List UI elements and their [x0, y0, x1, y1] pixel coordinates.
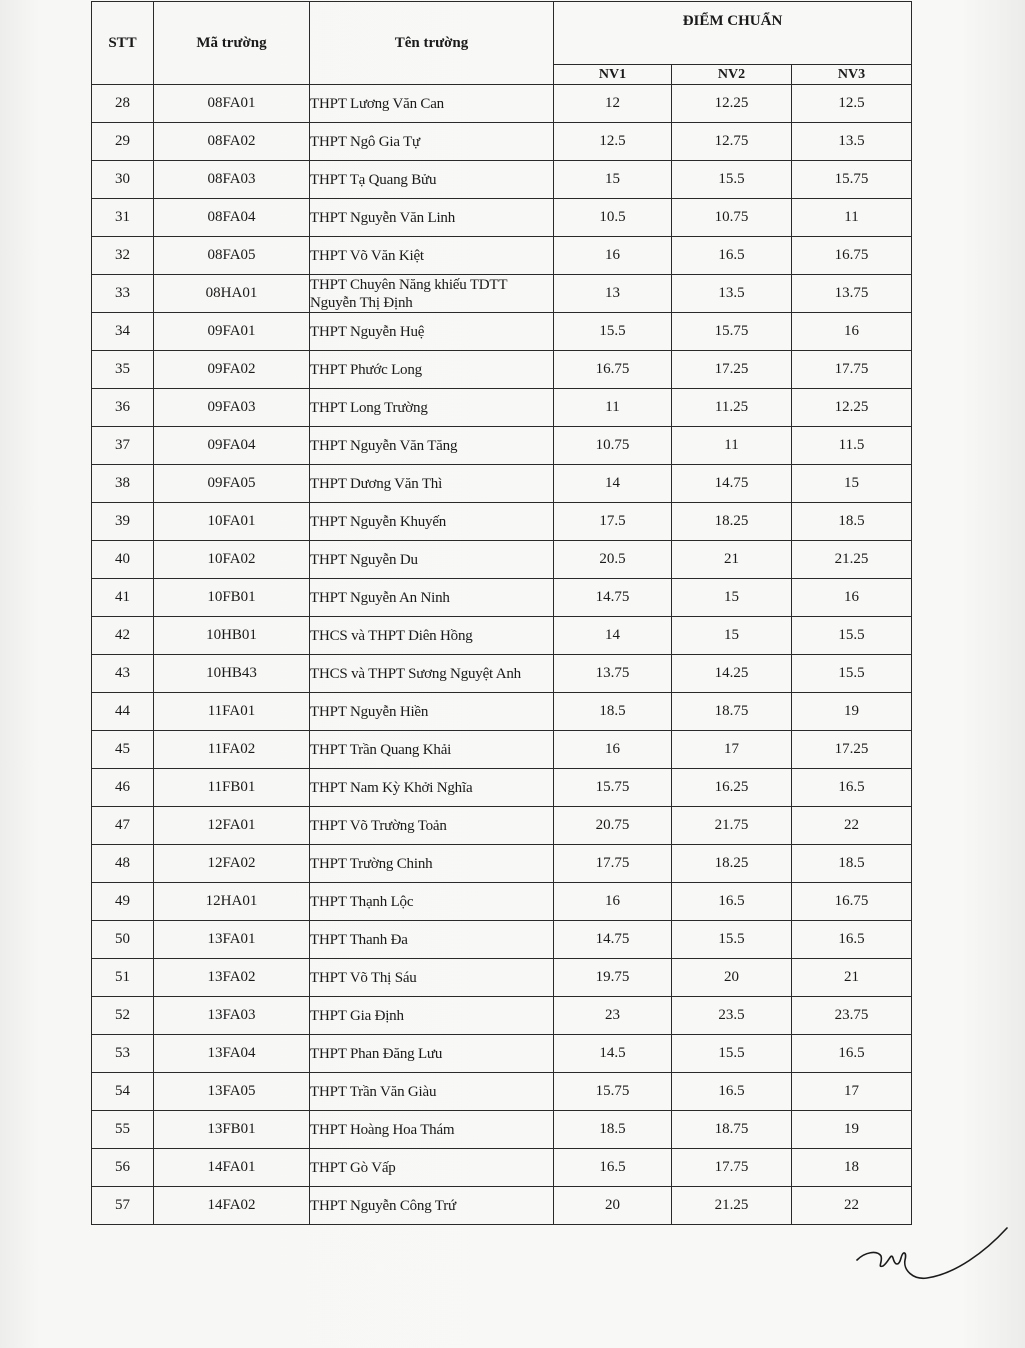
cell-nv3: 17.75: [792, 351, 912, 389]
cell-ten-truong: THPT Nguyễn Du: [310, 541, 554, 579]
cell-ten-truong: THPT Nguyễn Huệ: [310, 313, 554, 351]
cell-nv3: 16: [792, 313, 912, 351]
table-body: [92, 85, 912, 1225]
cell-nv2: 23.5: [672, 997, 792, 1035]
cell-ma-truong: 08FA05: [154, 237, 310, 275]
cell-nv2: 17: [672, 731, 792, 769]
cell-stt: 35: [92, 351, 154, 389]
cell-nv2: 15.5: [672, 921, 792, 959]
cell-stt: 44: [92, 693, 154, 731]
cell-nv2: 18.25: [672, 845, 792, 883]
cell-ten-truong: THPT Tạ Quang Bửu: [310, 161, 554, 199]
cell-ten-truong: THPT Lương Văn Can: [310, 85, 554, 123]
cell-nv2: 21.75: [672, 807, 792, 845]
cell-nv3: 16: [792, 579, 912, 617]
diem-chuan-label: ĐIỂM CHUẨN: [682, 12, 783, 29]
cell-ten-truong: THPT Dương Văn Thì: [310, 465, 554, 503]
cell-nv2: 16.5: [672, 883, 792, 921]
table-row: [92, 1187, 912, 1225]
col-header-nv1: NV1: [554, 65, 672, 85]
cell-nv1: 18.5: [554, 1111, 672, 1149]
cell-ma-truong: 13FA01: [154, 921, 310, 959]
cell-nv3: 17.25: [792, 731, 912, 769]
cell-nv1: 20.75: [554, 807, 672, 845]
cell-ten-truong: THPT Trần Văn Giàu: [310, 1073, 554, 1111]
cell-nv3: 15.5: [792, 655, 912, 693]
cell-ma-truong: 09FA05: [154, 465, 310, 503]
table-row: [92, 769, 912, 807]
cell-ma-truong: 08FA03: [154, 161, 310, 199]
cell-stt: 52: [92, 997, 154, 1035]
cell-stt: 40: [92, 541, 154, 579]
cell-ten-truong: THCS và THPT Sương Nguyệt Anh: [310, 655, 554, 693]
cell-ten-truong: THPT Thạnh Lộc: [310, 883, 554, 921]
col-header-nv2: NV2: [672, 65, 792, 85]
table-row: [92, 85, 912, 123]
cell-ten-truong: THPT Chuyên Năng khiếu TDTT Nguyễn Thị Định: [310, 275, 554, 313]
cell-stt: 32: [92, 237, 154, 275]
cell-nv2: 11.25: [672, 389, 792, 427]
col-header-nv3: NV3: [792, 65, 912, 85]
table-row: [92, 237, 912, 275]
cell-ten-truong: THPT Võ Văn Kiệt: [310, 237, 554, 275]
table-row: [92, 389, 912, 427]
cell-nv3: 17: [792, 1073, 912, 1111]
cell-ten-truong: THPT Võ Trường Toản: [310, 807, 554, 845]
cell-ten-truong: THCS và THPT Diên Hồng: [310, 617, 554, 655]
cell-ma-truong: 10FB01: [154, 579, 310, 617]
cell-nv2: 17.75: [672, 1149, 792, 1187]
cell-ten-truong: THPT Nam Kỳ Khởi Nghĩa: [310, 769, 554, 807]
cell-ma-truong: 08HA01: [154, 275, 310, 313]
cell-nv2: 14.75: [672, 465, 792, 503]
cell-ten-truong: THPT Thanh Đa: [310, 921, 554, 959]
cell-stt: 48: [92, 845, 154, 883]
table-row: [92, 503, 912, 541]
cell-nv1: 12.5: [554, 123, 672, 161]
cell-stt: 39: [92, 503, 154, 541]
table-row: [92, 731, 912, 769]
table-row: [92, 997, 912, 1035]
table-row: [92, 541, 912, 579]
cell-nv3: 18.5: [792, 845, 912, 883]
col-header-ma-truong: Mã trường: [154, 2, 310, 85]
cell-stt: 36: [92, 389, 154, 427]
cell-stt: 55: [92, 1111, 154, 1149]
cell-nv1: 14: [554, 465, 672, 503]
cell-ten-truong: THPT Gia Định: [310, 997, 554, 1035]
cell-nv1: 13: [554, 275, 672, 313]
cell-ma-truong: 12HA01: [154, 883, 310, 921]
cell-ma-truong: 13FB01: [154, 1111, 310, 1149]
cell-nv3: 13.5: [792, 123, 912, 161]
cell-ma-truong: 10FA01: [154, 503, 310, 541]
cell-stt: 54: [92, 1073, 154, 1111]
cell-stt: 45: [92, 731, 154, 769]
cell-nv2: 18.75: [672, 1111, 792, 1149]
cell-nv1: 14.5: [554, 1035, 672, 1073]
cell-nv1: 16.75: [554, 351, 672, 389]
cell-ma-truong: 12FA01: [154, 807, 310, 845]
cell-ma-truong: 08FA04: [154, 199, 310, 237]
cell-nv1: 15.5: [554, 313, 672, 351]
table-row: [92, 123, 912, 161]
cell-ma-truong: 09FA03: [154, 389, 310, 427]
cell-ma-truong: 10FA02: [154, 541, 310, 579]
cell-nv3: 11.5: [792, 427, 912, 465]
cell-ma-truong: 12FA02: [154, 845, 310, 883]
cell-nv2: 15: [672, 579, 792, 617]
admission-score-table: [91, 1, 912, 1225]
cell-nv3: 12.25: [792, 389, 912, 427]
cell-stt: 28: [92, 85, 154, 123]
cell-nv3: 12.5: [792, 85, 912, 123]
cell-nv3: 21.25: [792, 541, 912, 579]
cell-nv3: 15: [792, 465, 912, 503]
cell-stt: 29: [92, 123, 154, 161]
cell-stt: 50: [92, 921, 154, 959]
cell-stt: 30: [92, 161, 154, 199]
cell-ten-truong: THPT Nguyễn An Ninh: [310, 579, 554, 617]
cell-nv2: 11: [672, 427, 792, 465]
cell-nv3: 16.75: [792, 883, 912, 921]
cell-ma-truong: 10HB43: [154, 655, 310, 693]
cell-nv1: 13.75: [554, 655, 672, 693]
table-row: [92, 427, 912, 465]
cell-stt: 46: [92, 769, 154, 807]
cell-ma-truong: 13FA05: [154, 1073, 310, 1111]
cell-nv3: 11: [792, 199, 912, 237]
cell-nv1: 16: [554, 237, 672, 275]
cell-ma-truong: 13FA04: [154, 1035, 310, 1073]
cell-nv3: 19: [792, 1111, 912, 1149]
cell-nv1: 10.5: [554, 199, 672, 237]
cell-nv1: 15: [554, 161, 672, 199]
table-row: [92, 921, 912, 959]
cell-nv3: 15.75: [792, 161, 912, 199]
cell-nv1: 15.75: [554, 1073, 672, 1111]
cell-nv3: 19: [792, 693, 912, 731]
cell-nv1: 20.5: [554, 541, 672, 579]
cell-nv2: 12.25: [672, 85, 792, 123]
cell-stt: 47: [92, 807, 154, 845]
cell-nv3: 23.75: [792, 997, 912, 1035]
cell-ma-truong: 13FA03: [154, 997, 310, 1035]
cell-nv2: 21.25: [672, 1187, 792, 1225]
cell-nv3: 15.5: [792, 617, 912, 655]
cell-ten-truong: THPT Nguyễn Hiền: [310, 693, 554, 731]
cell-ten-truong: THPT Gò Vấp: [310, 1149, 554, 1187]
cell-nv3: 16.75: [792, 237, 912, 275]
cell-ten-truong: THPT Trần Quang Khải: [310, 731, 554, 769]
table-row: [92, 617, 912, 655]
cell-nv1: 12: [554, 85, 672, 123]
signature-mark: [855, 1222, 1015, 1292]
cell-ma-truong: 14FA02: [154, 1187, 310, 1225]
cell-nv2: 12.75: [672, 123, 792, 161]
cell-nv2: 14.25: [672, 655, 792, 693]
table-row: [92, 959, 912, 997]
cell-nv2: 15.5: [672, 161, 792, 199]
cell-nv1: 14.75: [554, 921, 672, 959]
cell-nv3: 16.5: [792, 921, 912, 959]
cell-nv2: 15.75: [672, 313, 792, 351]
cell-ten-truong: THPT Phước Long: [310, 351, 554, 389]
cell-nv2: 18.25: [672, 503, 792, 541]
cell-nv2: 16.25: [672, 769, 792, 807]
cell-stt: 49: [92, 883, 154, 921]
table-row: [92, 1073, 912, 1111]
cell-nv1: 10.75: [554, 427, 672, 465]
cell-ten-truong: THPT Phan Đăng Lưu: [310, 1035, 554, 1073]
table-row: [92, 199, 912, 237]
table-row: [92, 313, 912, 351]
table-row: [92, 1111, 912, 1149]
col-header-diem-chuan: [554, 2, 912, 65]
cell-nv3: 21: [792, 959, 912, 997]
cell-nv3: 13.75: [792, 275, 912, 313]
cell-nv1: 17.75: [554, 845, 672, 883]
table-row: [92, 883, 912, 921]
table-row: [92, 465, 912, 503]
cell-ten-truong: THPT Nguyễn Khuyến: [310, 503, 554, 541]
table-row: [92, 579, 912, 617]
cell-nv1: 17.5: [554, 503, 672, 541]
cell-nv3: 18: [792, 1149, 912, 1187]
cell-stt: 41: [92, 579, 154, 617]
cell-nv2: 17.25: [672, 351, 792, 389]
cell-nv1: 16: [554, 731, 672, 769]
cell-ma-truong: 11FA02: [154, 731, 310, 769]
cell-stt: 38: [92, 465, 154, 503]
table-row: [92, 275, 912, 313]
cell-nv3: 22: [792, 807, 912, 845]
cell-ma-truong: 14FA01: [154, 1149, 310, 1187]
cell-ma-truong: 11FB01: [154, 769, 310, 807]
table-row: [92, 1149, 912, 1187]
cell-nv3: 22: [792, 1187, 912, 1225]
cell-ten-truong: THPT Nguyễn Văn Tăng: [310, 427, 554, 465]
cell-ma-truong: 08FA01: [154, 85, 310, 123]
cell-nv2: 13.5: [672, 275, 792, 313]
table-row: [92, 655, 912, 693]
table-header: [92, 2, 912, 85]
cell-stt: 42: [92, 617, 154, 655]
cell-ten-truong: THPT Hoàng Hoa Thám: [310, 1111, 554, 1149]
cell-nv1: 16: [554, 883, 672, 921]
table-row: [92, 351, 912, 389]
cell-ten-truong: THPT Nguyễn Công Trứ: [310, 1187, 554, 1225]
cell-nv2: 20: [672, 959, 792, 997]
cell-ten-truong: THPT Trường Chinh: [310, 845, 554, 883]
cell-nv3: 16.5: [792, 769, 912, 807]
cell-ma-truong: 10HB01: [154, 617, 310, 655]
cell-stt: 51: [92, 959, 154, 997]
cell-nv1: 19.75: [554, 959, 672, 997]
cell-stt: 57: [92, 1187, 154, 1225]
cell-stt: 53: [92, 1035, 154, 1073]
table-row: [92, 807, 912, 845]
col-header-stt: STT: [92, 2, 154, 85]
cell-ten-truong: THPT Nguyễn Văn Linh: [310, 199, 554, 237]
cell-ma-truong: 08FA02: [154, 123, 310, 161]
cell-nv1: 20: [554, 1187, 672, 1225]
cell-nv2: 15.5: [672, 1035, 792, 1073]
table-row: [92, 845, 912, 883]
cell-ten-truong: THPT Võ Thị Sáu: [310, 959, 554, 997]
cell-nv1: 23: [554, 997, 672, 1035]
cell-nv1: 14: [554, 617, 672, 655]
cell-nv1: 14.75: [554, 579, 672, 617]
cell-nv3: 16.5: [792, 1035, 912, 1073]
table-row: [92, 1035, 912, 1073]
cell-stt: 43: [92, 655, 154, 693]
table-row: [92, 693, 912, 731]
cell-nv1: 11: [554, 389, 672, 427]
cell-stt: 31: [92, 199, 154, 237]
col-header-ten-truong: Tên trường: [310, 2, 554, 85]
table-row: [92, 161, 912, 199]
cell-ma-truong: 13FA02: [154, 959, 310, 997]
cell-nv2: 15: [672, 617, 792, 655]
cell-ma-truong: 09FA04: [154, 427, 310, 465]
cell-stt: 37: [92, 427, 154, 465]
cell-stt: 34: [92, 313, 154, 351]
cell-nv1: 16.5: [554, 1149, 672, 1187]
cell-ma-truong: 09FA01: [154, 313, 310, 351]
cell-nv2: 16.5: [672, 237, 792, 275]
cell-ma-truong: 09FA02: [154, 351, 310, 389]
cell-ma-truong: 11FA01: [154, 693, 310, 731]
cell-stt: 56: [92, 1149, 154, 1187]
cell-nv3: 18.5: [792, 503, 912, 541]
cell-stt: 33: [92, 275, 154, 313]
cell-nv2: 10.75: [672, 199, 792, 237]
cell-ten-truong: THPT Ngô Gia Tự: [310, 123, 554, 161]
cell-nv2: 16.5: [672, 1073, 792, 1111]
cell-nv2: 18.75: [672, 693, 792, 731]
cell-ten-truong: THPT Long Trường: [310, 389, 554, 427]
cell-nv1: 18.5: [554, 693, 672, 731]
cell-nv2: 21: [672, 541, 792, 579]
cell-nv1: 15.75: [554, 769, 672, 807]
